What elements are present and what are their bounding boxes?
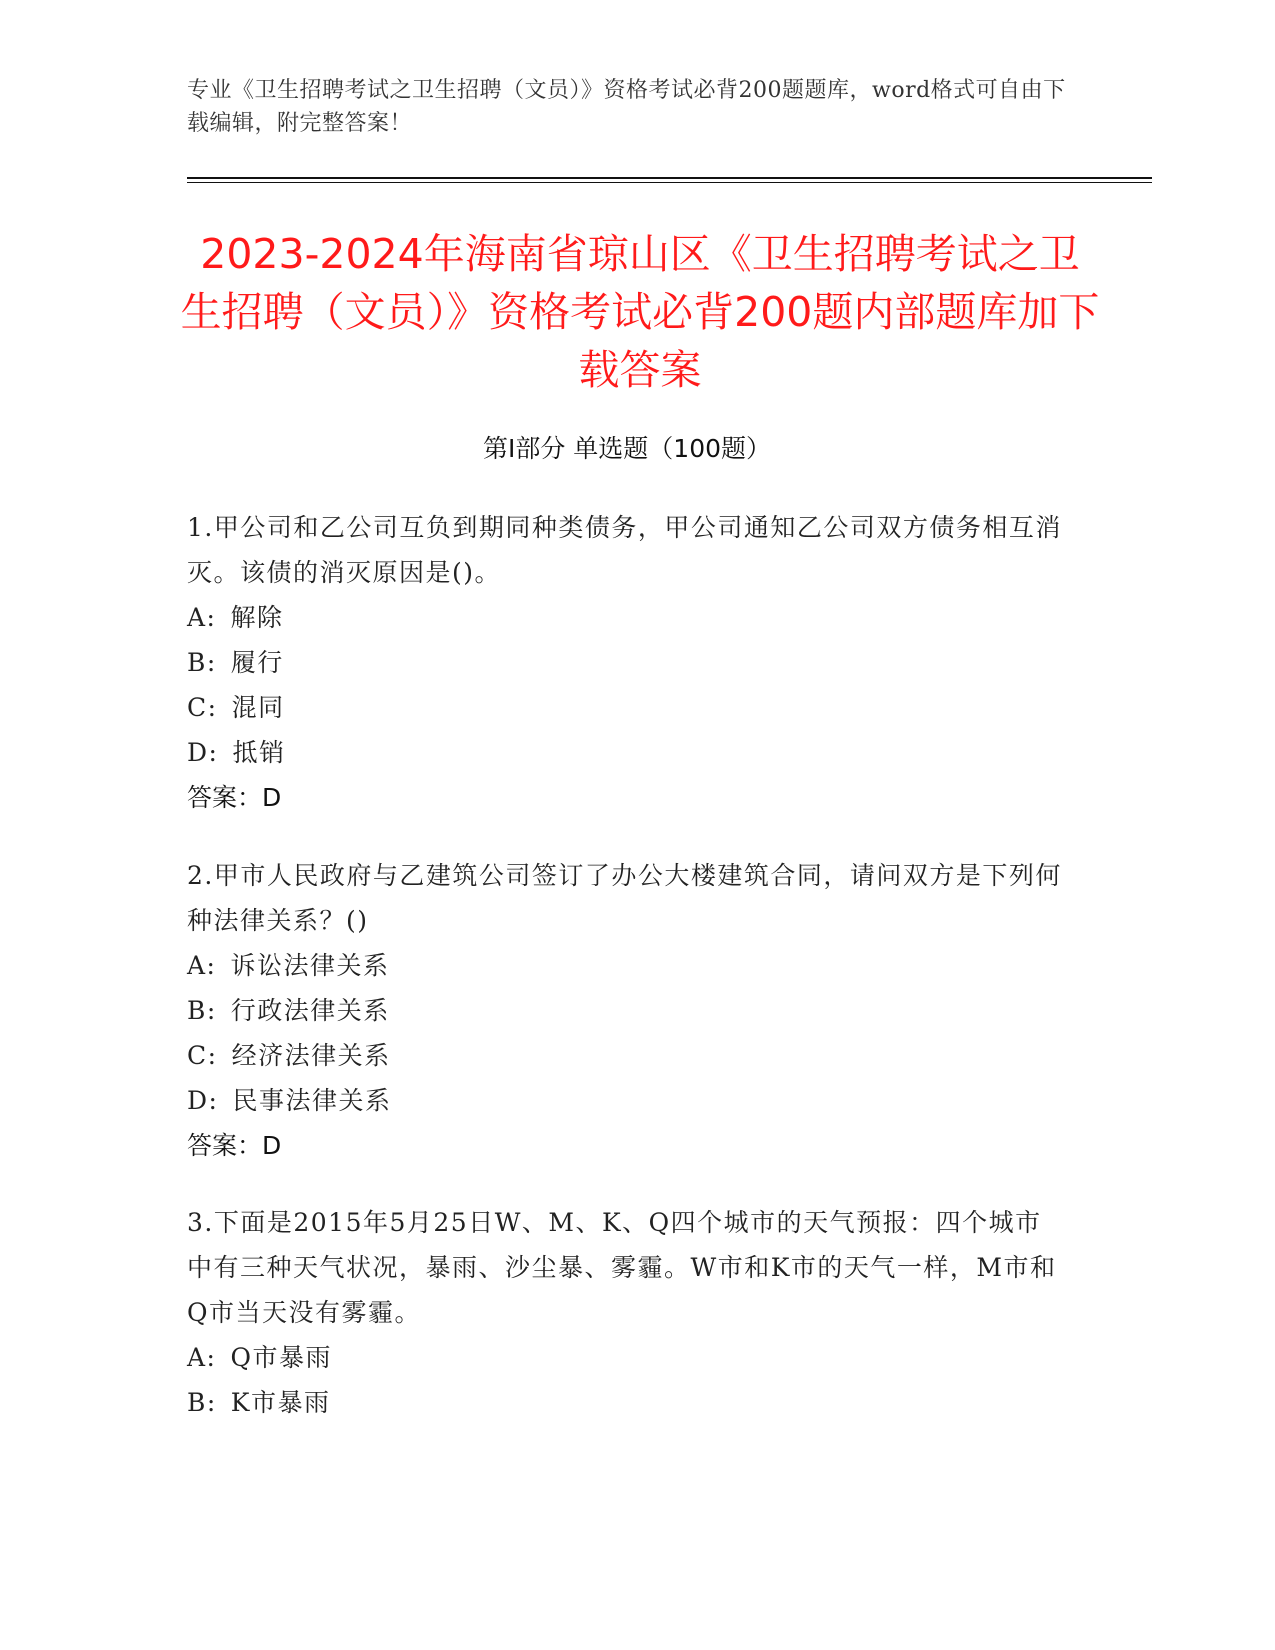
option-a bbox=[187, 1335, 1067, 1380]
question-1 bbox=[187, 505, 1067, 820]
question-2 bbox=[187, 853, 1067, 1168]
option-text: 民事法律关系 bbox=[232, 1086, 392, 1115]
option-b bbox=[187, 1380, 1067, 1425]
question-stem: 3.下面是2015年5月25日W、M、K、Q四个城市的天气预报：四个城市中有三种天气状况，暴雨、沙尘暴、雾霾。W市和K市的天气一样，M市和Q市当天没有雾霾。 bbox=[187, 1208, 1057, 1327]
option-key: A: bbox=[187, 1343, 217, 1372]
header-note: 专业《卫生招聘考试之卫生招聘（文员）》资格考试必背200题题库，word格式可自由下载编辑，附完整答案！ bbox=[187, 78, 1066, 136]
option-key: B: bbox=[187, 1388, 217, 1417]
option-key: A: bbox=[187, 951, 217, 980]
option-c bbox=[187, 685, 1067, 730]
option-b bbox=[187, 988, 1067, 1033]
option-key: C: bbox=[187, 693, 218, 722]
option-a bbox=[187, 943, 1067, 988]
option-a bbox=[187, 595, 1067, 640]
header-divider-thick bbox=[187, 177, 1152, 179]
section-title: 第Ⅰ部分 单选题（100题） bbox=[482, 434, 772, 463]
option-text: 混同 bbox=[231, 693, 285, 722]
option-d bbox=[187, 1078, 1067, 1123]
document-title: 2023-2024年海南省琼山区《卫生招聘考试之卫生招聘（文员）》资格考试必背200题内部题库加下载答案 bbox=[180, 230, 1100, 394]
question-stem: 1.甲公司和乙公司互负到期同种类债务，甲公司通知乙公司双方债务相互消灭。该债的消灭原因是()。 bbox=[187, 513, 1062, 587]
question-3 bbox=[187, 1200, 1067, 1425]
option-text: Q市暴雨 bbox=[230, 1343, 332, 1372]
option-text: 抵销 bbox=[232, 738, 286, 767]
option-text: 诉讼法律关系 bbox=[230, 951, 390, 980]
option-key: B: bbox=[187, 996, 217, 1025]
option-key: B: bbox=[187, 648, 217, 677]
question-stem: 2.甲市人民政府与乙建筑公司签订了办公大楼建筑合同，请问双方是下列何种法律关系？() bbox=[187, 861, 1062, 935]
answer-line: 答案：D bbox=[187, 1131, 282, 1160]
option-text: K市暴雨 bbox=[230, 1388, 331, 1417]
header-divider-thin bbox=[187, 182, 1152, 183]
option-key: A: bbox=[187, 603, 217, 632]
answer-line: 答案：D bbox=[187, 783, 282, 812]
option-key: C: bbox=[187, 1041, 218, 1070]
option-d bbox=[187, 730, 1067, 775]
option-text: 履行 bbox=[230, 648, 284, 677]
option-b bbox=[187, 640, 1067, 685]
option-key: D: bbox=[187, 738, 219, 767]
option-text: 行政法律关系 bbox=[230, 996, 390, 1025]
option-key: D: bbox=[187, 1086, 219, 1115]
option-text: 经济法律关系 bbox=[231, 1041, 391, 1070]
option-c bbox=[187, 1033, 1067, 1078]
option-text: 解除 bbox=[230, 603, 284, 632]
